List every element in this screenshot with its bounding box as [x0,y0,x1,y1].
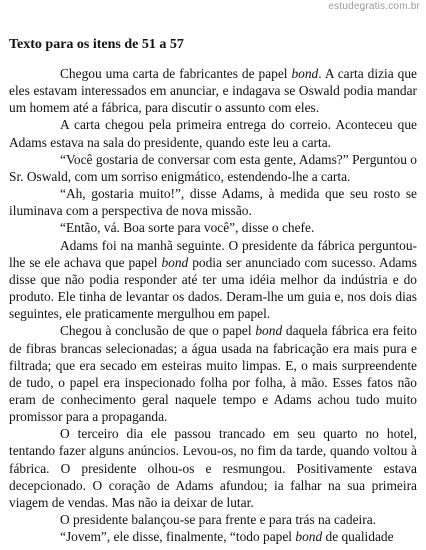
paragraph-text: O presidente balançou-se para frente e para trás na cadeira. [60,512,376,528]
paragraph-text: podia ser anunciado com sucesso. Adams disse que não podia responder até ter uma idéia melhor da indústria e do produto. Ele tinha de levantar os dados. Deram-lhe um guia e, nos dois dias seguintes, ele praticamente mergulhou em papel. [9,254,417,322]
paragraph [9,322,417,425]
paragraph-text: de qualidade [322,529,394,545]
paragraph [9,528,417,545]
italic-term: bond [291,66,319,81]
paragraph-text: O terceiro dia ele passou trancado em seu quarto no hotel, tentando fazer alguns anúncios. Levou-os, no fim da tarde, quando voltou à fábrica. O presidente olhou-os e resmungou. Positivamente estava decepcionado. O coração de Adams afundou; ia falhar na sua primeira viagem de vendas. Mas não ia deixar de lutar. [9,426,417,510]
paragraph [9,219,417,236]
paragraph-text: “Então, vá. Boa sorte para você”, disse o chefe. [60,220,315,236]
site-watermark: estudegratis.com.br [328,1,420,12]
paragraph [9,425,417,511]
paragraph-text: . A carta dizia que eles estavam interessados em anunciar, e indagava se Oswald podia mandar um homem até a fábrica, para discutir o assunto com eles. [9,66,418,116]
paragraph-text: Chegou à conclusão de que o papel [60,323,256,339]
paragraph [9,237,417,323]
section-heading: Texto para os itens de 51 a 57 [9,37,184,52]
paragraph [9,116,417,150]
paragraph [9,185,417,219]
paragraph-text: “Ah, gostaria muito!”, disse Adams, à medida que seu rosto se iluminava com a perspectiva de nova missão. [9,186,417,219]
paragraph-text: Chegou uma carta de fabricantes de papel [60,66,292,81]
italic-term: bond [295,529,323,545]
italic-term: bond [161,254,189,270]
paragraph-text: “Você gostaria de conversar com esta gente, Adams?” Perguntou o Sr. Oswald, com um sorriso enigmático, estendendo-lhe a carta. [9,151,417,184]
italic-term: bond [255,323,283,339]
paragraph-text: Adams foi na manhã seguinte. O presidente da fábrica perguntou-lhe se ele achava que papel [9,237,417,270]
paragraph [9,65,417,116]
text-document [9,36,417,545]
paragraph-text: “Jovem”, ele disse, finalmente, “todo papel [60,529,296,545]
paragraph [9,511,417,528]
paragraph-text: A carta chegou pela primeira entrega do correio. Aconteceu que Adams estava na sala do presidente, quando este leu a carta. [9,117,417,150]
paragraph [9,151,417,185]
text-body [9,65,417,545]
paragraph-text: daquela fábrica era feito de fibras brancas selecionadas; a água usada na fabricação era mais pura e filtrada; que era secado em esteiras muito limpas. E, o mais surpreendente de tudo, o papel era inspecionado folha por folha, à mão. Esses fatos não eram de conhecimento geral naquele tempo e Adams achou tudo muito promissor para a propaganda. [9,323,417,425]
